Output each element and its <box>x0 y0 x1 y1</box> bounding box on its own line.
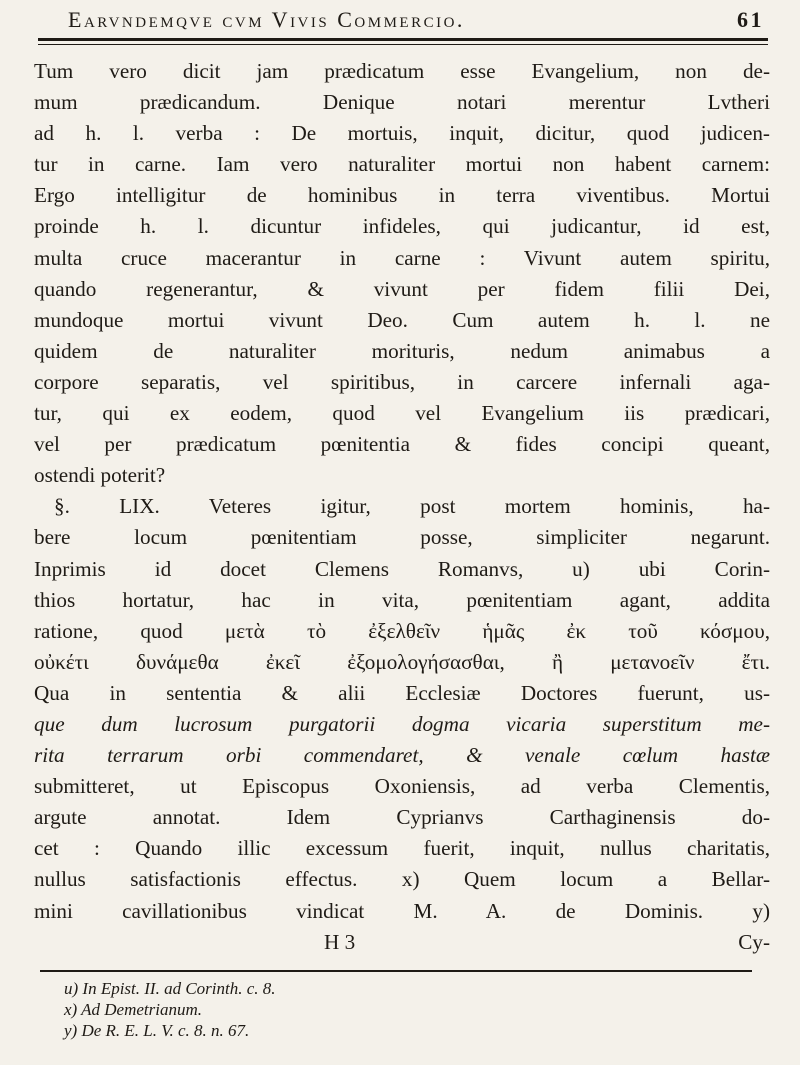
text-line: mundoque mortui vivunt Deo. Cum autem h. l. ne <box>34 307 770 332</box>
text-line: quidem de naturaliter morituris, nedum animabus a <box>34 338 770 363</box>
text-line: Inprimis id docet Clemens Romanvs, u) ubi Corin- <box>34 556 770 581</box>
text-line: quando regenerantur, & vivunt per fidem filii Dei, <box>34 276 770 301</box>
text-line: mum prædicandum. Denique notari merentur Lvtheri <box>34 90 770 115</box>
text-line: corpore separatis, vel spiritibus, in carcere infernali aga- <box>34 369 770 394</box>
text-line: tur in carne. Iam vero naturaliter mortui non habent carnem: <box>34 152 770 177</box>
text-line: Tum vero dicit jam prædicatum esse Evangelium, non de- <box>34 59 770 83</box>
page-number: 61 <box>737 7 764 32</box>
text-line: ratione, quod μετὰ τὸ ἐξελθεῖν ἡμᾶς ἐκ τοῦ κόσμου, <box>34 618 770 643</box>
catchword: Cy- <box>738 929 770 954</box>
header-rule <box>38 38 768 41</box>
text-line: mini cavillationibus vindicat M. A. de Dominis. y) <box>34 898 770 923</box>
text-line: cet : Quando illic excessum fuerit, inquit, nullus charitatis, <box>34 836 770 861</box>
text-line: οὐκέτι δυνάμεθα ἐκεῖ ἐξομολογήσασθαι, ἢ μετανοεῖν ἔτι. <box>34 649 770 674</box>
text-line: multa cruce macerantur in carne : Vivunt autem spiritu, <box>34 245 770 270</box>
text-line: ostendi poterit? <box>34 463 166 488</box>
running-title: Earvndemqve cvm Vivis Commercio. <box>68 7 465 32</box>
footnotes <box>64 978 664 1041</box>
text-line: rita terrarum orbi commendaret, & venale cœlum hastæ <box>34 743 770 768</box>
text-line: submitteret, ut Episcopus Oxoniensis, ad verba Clementis, <box>34 774 770 799</box>
text-line: ad h. l. verba : De mortuis, inquit, dicitur, quod judicen- <box>34 121 770 146</box>
text-line: Ergo intelligitur de hominibus in terra viventibus. Mortui <box>34 183 770 208</box>
text-line: que dum lucrosum purgatorii dogma vicaria superstitum me- <box>34 711 770 736</box>
text-line: thios hortatur, hac in vita, pœnitentiam agant, addita <box>34 587 770 612</box>
text-line: §. LIX. Veteres igitur, post mortem hominis, ha- <box>54 494 770 519</box>
text-line: argute annotat. Idem Cyprianvs Carthaginensis do- <box>34 805 770 830</box>
text-line: Qua in sententia & alii Ecclesiæ Doctores fuerunt, us- <box>34 680 770 705</box>
text-line: vel per prædicatum pœnitentia & fides concipi queant, <box>34 432 770 457</box>
footnote: u) In Epist. II. ad Corinth. c. 8. <box>64 979 276 998</box>
text-line: tur, qui ex eodem, quod vel Evangelium iis prædicari, <box>34 401 770 426</box>
text-line: proinde h. l. dicuntur infideles, qui judicantur, id est, <box>34 214 770 239</box>
footnote-rule <box>40 970 752 972</box>
text-line: bere locum pœnitentiam posse, simpliciter negarunt. <box>34 525 770 550</box>
footnote: y) De R. E. L. V. c. 8. n. 67. <box>64 1021 250 1040</box>
signature-mark: H 3 <box>324 929 356 954</box>
signature-line <box>34 927 770 958</box>
header-rule-thin <box>38 44 768 45</box>
main-text <box>34 56 770 958</box>
running-head <box>48 6 770 34</box>
text-line: nullus satisfactionis effectus. x) Quem locum a Bellar- <box>34 867 770 892</box>
footnote: x) Ad Demetrianum. <box>64 1000 203 1019</box>
